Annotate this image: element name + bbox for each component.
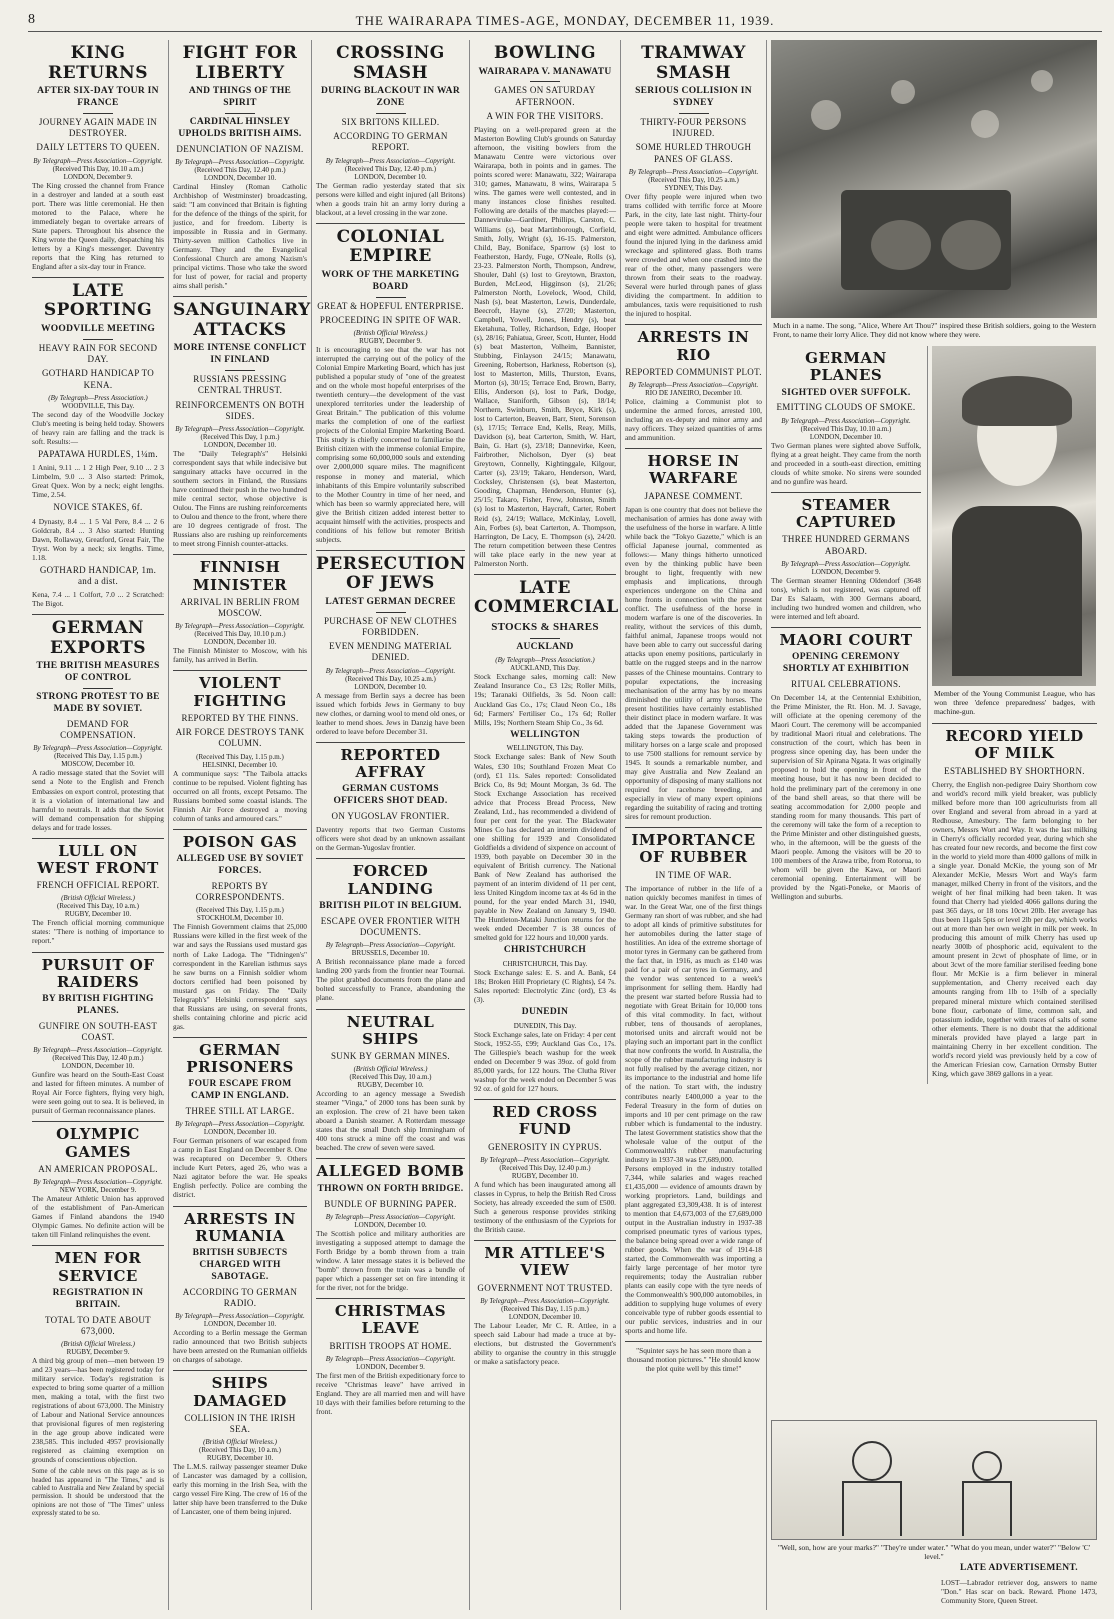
headline: MEN FOR SERVICE — [54, 1249, 142, 1285]
article-body: The French official morning communique states: "There is nothing of importance to report." — [32, 918, 164, 946]
headline: SANGUINARY ATTACKS — [173, 300, 311, 340]
article-persecution-of-jews — [316, 555, 465, 736]
dateline: WOODVILLE, This Day. — [61, 401, 135, 410]
headline: LULL ON WEST FRONT — [37, 841, 159, 877]
headline: MAORI COURT — [779, 630, 913, 649]
headline: ALLEGED BOMB — [316, 1162, 465, 1181]
article-sanguinary-attacks — [173, 300, 311, 549]
subheading: ARRIVAL IN BERLIN FROM MOSCOW. — [180, 596, 300, 619]
headline: VIOLENT FIGHTING — [193, 674, 287, 710]
dateline: LONDON, December 10. — [61, 1062, 135, 1071]
article-german-prisoners — [173, 1042, 307, 1200]
subheading: DEMAND FOR COMPENSATION. — [60, 718, 136, 741]
headline: LATE SPORTING — [43, 280, 153, 321]
dateline: RIO DE JANEIRO, December 10. — [645, 389, 742, 398]
article-horse-in-warfare — [625, 453, 762, 821]
article-body: Police, claiming a Communist plot to undermine the armed forces, arrested 100, including an ex-deputy and minor army and navy officers. They seized quantities of arms and ammunition. — [625, 397, 762, 443]
headline: CROSSING SMASH — [336, 43, 445, 83]
article-red-cross-fund — [474, 1104, 616, 1234]
subheading: GENEROSITY IN CYPRUS. — [488, 1141, 602, 1152]
article-body: A fund which has been inaugurated among all classes in Cyprus, to help the British Red Cross Society, has already exceeded the sum of £500. Such a generous response provides striking testimony of the enthusiasm of the Cypriots for the British cause. — [474, 1179, 616, 1235]
headline: IMPORTANCE OF RUBBER — [631, 831, 756, 867]
article-body: A British reconnaissance plane made a forced landing 200 yards from the frontier near Tournai. The pilot grabbed documents from the plane and bolted successfully to France, abandoning the plane. — [316, 957, 465, 1003]
subheading: REGISTRATION IN BRITAIN. — [52, 1287, 144, 1310]
dateline: RUGBY, December 9. — [66, 1348, 130, 1357]
race-results: 1 Anini, 9.11 ... 1 2 High Peer, 9.10 ... 2 3 Limbelm, 9.0 ... 3 Also started: Primok, Great Quex. Won by a neck; eight lengths. Time, 2.54. — [32, 463, 164, 500]
dateline: DUNEDIN, This Day. — [513, 1022, 577, 1031]
dateline: RUGBY, December 10. — [206, 1454, 274, 1463]
article-attlee-view — [474, 1245, 616, 1366]
headline: BOWLING — [493, 43, 597, 63]
masthead — [28, 10, 1102, 32]
received: (Received This Day, 12.40 p.m.) — [52, 1054, 144, 1063]
article-king-returns — [32, 44, 164, 271]
column-2 — [168, 40, 311, 1610]
received: (Received This Day, 1.15 p.m.) — [501, 1304, 589, 1313]
subheading: THIRTY-FOUR PERSONS INJURED. — [640, 116, 747, 139]
photo-soldiers-lorry — [771, 40, 1097, 318]
article-body: The Finnish Government claims that 25,000 Russians were killed in the first week of the war and says the Russians used mustard gas north of Lake Ladoga. The "Tidningen's" correspondent in the Karelian isthmus says he saw burns on a Finnish soldier whom doctors certified had been poisoned by mustard gas on Friday. The "Daily Telegraph's" Helsinki correspondent says that Russians are using, on several fronts, shells containing chlorine and picric acid gas. — [173, 922, 307, 1031]
subheading: DAILY LETTERS TO QUEEN. — [36, 142, 160, 153]
headline: CHRISTMAS LEAVE — [334, 1302, 447, 1338]
cartoon — [771, 1420, 1097, 1540]
article-body: The "Daily Telegraph's" Helsinki correspondent says that while indecisive but sanguinary attacks have occurred in the southern sectors in Finland, the Russians have continued their push in the two hundred mile central sector, whose objective is Oulou. The Finns are rushing reinforcements to Oulou and thence to the front, where there are 10 degrees centigrade of frost. The Russians also are rushing up reinforcements to meet strong Finnish counter-attacks. — [173, 449, 307, 549]
headline: GERMAN EXPORTS — [50, 618, 146, 658]
dateline: RUGBY, December 10. — [64, 910, 132, 919]
headline: MR ATTLEE'S VIEW — [484, 1244, 606, 1280]
subheading: SIX BRITONS KILLED. — [341, 116, 440, 127]
photo-caption: Member of the Young Communist League, who has won three 'defence preparedness' badges, with machine-gun. — [934, 689, 1095, 716]
article-body: Two German planes were sighted above Suffolk, flying at a great height. They came from the north and proceeded in a south-east direction, emitting clouds of white smoke. No sirens were sounded and no gunfire was heard. — [771, 440, 921, 486]
article-body: The second day of the Woodville Jockey Club's meeting is being held today. Showers of heavy rain are falling and the track is soft. Results:— — [32, 409, 164, 446]
headline: FIGHT FOR LIBERTY — [182, 43, 298, 83]
article-arrests-rumania — [173, 1211, 307, 1365]
subheading: THROWN ON FORTH BRIDGE. — [317, 1183, 464, 1194]
headline: SHIPS DAMAGED — [193, 1374, 287, 1410]
received: (Received This Day, 10.25 a.m.) — [648, 175, 739, 184]
article-fight-for-liberty — [173, 44, 307, 290]
article-body: The Scottish police and military authorities are investigating a supposed attempt to damage the Forth Bridge by a bomb thrown from a train window. A later message states it is believed the "bomb" thrown from the train was a bundle of paper which a passenger set on fire intending it for the river, not for the bridge. — [316, 1228, 465, 1293]
subheading: ESCAPE OVER FRONTIER WITH DOCUMENTS. — [320, 915, 461, 938]
dateline: LONDON, December 10. — [354, 172, 427, 181]
headline: GERMAN PLANES — [805, 349, 887, 385]
subheading: THREE HUNDRED GERMANS ABOARD. — [782, 534, 910, 556]
article-record-yield-of-milk — [932, 728, 1097, 1078]
subheading: BY BRITISH FIGHTING PLANES. — [42, 994, 154, 1016]
received: (Received This Day, 1.15 p.m.) — [196, 906, 284, 915]
headline: RECORD YIELD OF MILK — [945, 727, 1084, 763]
section-dunedin: DUNEDIN — [521, 1007, 569, 1018]
subheading: EMITTING CLOUDS OF SMOKE. — [776, 402, 916, 413]
article-german-planes — [771, 350, 921, 486]
dateline: LONDON, December 10. — [203, 1128, 277, 1137]
subheading: ALLEGED USE BY SOVIET FORCES. — [176, 854, 304, 877]
subheading: RUSSIANS PRESSING CENTRAL THRUST. — [193, 374, 287, 396]
article-colonial-empire — [316, 228, 465, 544]
received: (Received This Day, 12.40 p.m.) — [499, 1163, 591, 1172]
headline: STEAMER CAPTURED — [795, 495, 896, 532]
dateline: BRUSSELS, December 10. — [351, 949, 430, 958]
subheading: THE BRITISH MEASURES OF CONTROL — [36, 661, 160, 684]
byline: By Telegraph—Press Association—Copyright. — [325, 1212, 456, 1221]
subheading: DENUNCIATION OF NAZISM. — [176, 143, 304, 154]
article-raiders — [32, 957, 164, 1116]
article-body: Daventry reports that two German Customs officers were shot dead by an unknown assailant on the German-Yugoslav frontier. — [316, 825, 465, 853]
article-body: On December 14, at the Centennial Exhibition, the Prime Minister, the Rt. Hon. M. J. Savage, will officiate at the opening ceremony of the Maori Court. The ceremony will be accompanied by traditional Maori ritual and celebrations. The construction of the court, which has been in progress since opening day, has been under the supervision of Sir Apirana Ngata. It was originally proposed to hold the opening in front of the meeting house, but it has now been decided to hold the preliminary part of the ceremony in one of the band shell areas, so that there will be seating accommodation for 2,000 people and standing room for many thousands. This part of the ceremony will take the form of a reception to the Prime Minister and other distinguished guests, who, in the afternoon, will be the guests of the Maori people. Among the visitors will be 20 to 100 members of the Arawa tribe, from Rotorua, to whom will be given the Kawa, or Maori ceremonial opening. Entertainment will be provided by the Ngati-Poneke, or Maoris of Wellington and suburbs. — [771, 693, 921, 901]
subheading: MORE INTENSE CONFLICT IN FINLAND — [173, 343, 307, 366]
subheading: COLLISION IN THE IRISH SEA. — [184, 1412, 296, 1434]
article-lull — [32, 843, 164, 946]
subheading: TOTAL TO DATE ABOUT 673,000. — [45, 1314, 151, 1336]
subheading: JOURNEY AGAIN MADE IN DESTROYER. — [38, 116, 158, 139]
received: (Received This Day, 10.10 a.m.) — [52, 164, 144, 173]
article-body: The Amateur Athletic Union has approved of the establishment of Pan-American Games if Finland abandons the 1940 Olympic Games. No definite action will be taken till Finland relinquishes the event. — [32, 1194, 164, 1240]
subheading: RITUAL CELEBRATIONS. — [791, 678, 901, 689]
article-body: Stock Exchange sales: Bank of New South Wales, £30 10s; Southland Frozen Meat Co (ord), £1 11s. Sales reported: Consolidated Brick Co, 8s 9d; Mount Morgan, 3s 6d. The Stock Exchange Association has received advice that Process Bread Process, New Zealand, Ltd., has recommended a dividend of four per cent for the year. The Blackwater Mines Co has declared an interim dividend of one shilling for 1939 and Consolidated Goldfields a dividend of sixpence on account of 1939, both payable on December 30 in the equivalent of British currency. The National Bank of New Zealand has authorised the payment of an interim dividend of 11 per cent, less United Kingdom income tax at 4s 6d in the pound, for the year ended March 31, 1940, payable in New Zealand on January 9, 1940. The Huntleton-Mataki Junction returns for the week ended December 7 is 38 ounces of smelted gold for 122 hours and 10,000 yards. — [474, 752, 616, 943]
subheading: GAMES ON SATURDAY AFTERNOON. — [494, 85, 596, 107]
article-german-exports — [32, 619, 164, 831]
article-ships-damaged — [173, 1375, 307, 1516]
article-body-continued: Persons employed in the industry totalled 7,344, while salaries and wages reached £1,435,000 — evidence of amounts drawn by working proprietors. Land, buildings and plant aggregated £3,309,438. It is of interest to mention that £4,673,003 of the £7,689,000 output in the Australian industry in 1937-38 comprised pneumatic tyres of various types, the balance being spread over a wide range of rubber goods. When the war of 1914-18 started, the Commonwealth was importing a fairly large percentage of her motor tyre requirements; today the Australian rubber plants can easily cope with the tyre needs of the Commonwealth's 900,000 automobiles, in addition to supplying huge volumes of every conceivable type of rubber goods essential to our public services, industries and in our sports and home life. — [625, 1163, 762, 1336]
subheading: GOTHARD HANDICAP TO KENA. — [41, 368, 155, 390]
byline: By Telegraph—Press Association—Copyright. — [628, 167, 759, 176]
subheading: CARDINAL HINSLEY UPHOLDS BRITISH AIMS. — [178, 116, 302, 139]
byline: (British Official Wireless.) — [61, 1340, 135, 1349]
race-results: Kena, 7.4 ... 1 Colfort, 7.0 ... 2 Scratched: The Bigot. — [32, 590, 164, 609]
article-body: Over fifty people were injured when two trams collided with terrific force at Moore Park, in the city, late last night. Thirty-four people were taken to hospital for treatment and eight were admitted. Ambulance officers found the injured lying in the darkness amid wreckage and splintered glass. Both trams were crowded and when one crashed into the rear of the other, many passengers were thrown from their seats to the roadway. Several were hurled through panes of glass dividing the compartment. In addition to ambulances, taxis were requisitioned to rush the injured to hospital. — [625, 191, 762, 319]
subheading: FOUR ESCAPE FROM CAMP IN ENGLAND. — [188, 1079, 292, 1102]
subheading: REINFORCEMENTS ON BOTH SIDES. — [175, 399, 305, 421]
section-christchurch: CHRISTCHURCH — [503, 945, 587, 956]
dateline: LONDON, December 10. — [354, 1220, 427, 1229]
article-steamer-captured — [771, 497, 921, 621]
byline: (British Official Wireless.) — [203, 1438, 277, 1447]
subheading: IN TIME OF WAR. — [655, 869, 732, 880]
byline: By Telegraph—Press Association—Copyright. — [325, 941, 456, 950]
article-body: A communique says: "The Taibola attacks continue to be repulsed. Violent fighting has occurred on all fronts, except Petsamo. The Russians bombed some coastal islands. The Finnish Air Force destroyed a moving column of tanks and armoured cars." — [173, 768, 307, 823]
subheading: BRITISH SUBJECTS CHARGED WITH SABOTAGE. — [192, 1248, 288, 1282]
subheading: GOVERNMENT NOT TRUSTED. — [477, 1282, 613, 1293]
byline: By Telegraph—Press Association—Copyright. — [175, 1120, 305, 1129]
race-results: 4 Dynasty, 8.4 ... 1 5 Val Pere, 8.4 ... 2 6 Goldcrab, 8.4 ... 3 Also started: Hunting Dawn, Rollaway, Greatford, Great Fair, The Tryst. Won by a neck; six lengths. Time, 1.18. — [32, 516, 164, 562]
subheading: PROCEEDING IN SPITE OF WAR. — [319, 314, 462, 325]
dateline: LONDON, December 9. — [811, 567, 881, 576]
subheading: GREAT & HOPEFUL ENTERPRISE. — [317, 300, 464, 311]
dateline: WELLINGTON, This Day. — [506, 744, 584, 753]
advertisement-body: LOST—Labrador retriever dog, answers to name "Don." Has scar on back. Reward. Phone 1473, Community Store, Queen Street. — [941, 1577, 1097, 1605]
article-christmas-leave — [316, 1303, 465, 1416]
byline: By Telegraph—Press Association—Copyright. — [325, 666, 456, 675]
subheading: SUNK BY GERMAN MINES. — [331, 1051, 450, 1061]
article-poison-gas — [173, 834, 307, 1031]
article-forced-landing — [316, 863, 465, 1002]
byline: By Telegraph—Press Association—Copyright. — [480, 1296, 610, 1305]
subheading: SERIOUS COLLISION IN SYDNEY — [635, 86, 752, 108]
byline: By Telegraph—Press Association—Copyright. — [33, 744, 163, 753]
article-body: The King crossed the channel from France in a destroyer and landed at a south east port. There was little ceremonial. He then motored to the Palace, where he immediately began to overtake arrears of State papers. Throughout his absence the King wrote the Queen daily, despatching his letters by a King's messenger. Daventry reports that the King has returned to England after a six-day tour in France. — [32, 180, 164, 271]
article-neutral-ships — [316, 1014, 465, 1153]
article-body: Four German prisoners of war escaped from a camp in East England on December 8. One was recaptured on December 9. Others include Kurt Peters, aged 26, who was a Nazi agitator before the war. He speaks English perfectly. Police are combing the district. — [173, 1136, 307, 1200]
byline: By Telegraph—Press Association—Copyright. — [628, 381, 759, 390]
dateline: NEW YORK, December 9. — [59, 1186, 137, 1195]
received: (Received This Day, 10 a.m.) — [349, 1073, 432, 1082]
headline: LATE COMMERCIAL — [474, 577, 619, 618]
copyright-note: Some of the cable news on this page as is so headed has appeared in "The Times," and is cabled to Australia and New Zealand by special permission. It should be understood that the opinions are not those of "The Times" unless expressly stated to be so. — [32, 1468, 164, 1517]
byline: By Telegraph—Press Association—Copyright. — [325, 1354, 456, 1363]
subheading: HEAVY RAIN FOR SECOND DAY. — [38, 342, 158, 365]
headline: GERMAN PRISONERS — [186, 1040, 294, 1077]
article-body: Playing on a well-prepared green at the Masterton Bowling Club's grounds on Saturday afternoon, the visiting bowlers from the Manawatu Centre were victorious over Wairarapa, both in points and in games. The points scored were: Manawatu, 322; Wairarapa 310; games, Manawatu, 8 wins, Wairarapa 5 wins. The games were well contested, and in many instances close finishes resulted. Following are details of the matches played:—Danneviruke—Gardiner, Phillips, Carston, C. Williams (s), beat Martinborough, Corfield, Smith, Jolly, Wright (s), 16-15. Palmerston, Child, Bay, Boniface, Sparrow (s) lost to Featherston, Hardy, Fuge, O'Neale, Rolls (s), 23-23. Palmerston North, Thompson, Andrew, Shouler, Dahl (s) lost to Greytown, Braxton, Burden, McLeod, Higginson (s), 21/26; Palmerston North, Lovelock, Wood, Child, Nash (s), beat Masterton, Lewis, Dunderdale, Beecroft, Hayne (s), 27/20; Masterton, Campbell, Yowell, Jones, Hendry (s), beat Eketahuna, Tolley, Richardson, Edge, Hooper (s), 28/16; Pahiatua, Greer, Scott, Hunter, Hodd (s) beat Masterton, Volheim, Bannister, Stubbing, Finlayson 24/15; Manawatu, Greening, Robertson, Harkness, Robertson (s), lost to Masterton, Mills, Thurston, Evans, Morton (s), 30/15; Terrace End, Brown, Barry, Ellis, Anderson (s), lost to Park, Dodge, Wallace, Staniforth, Gibson (s), 18/14; Northern, Swinburn, Smith, Bryce, Kirk (s), lost to Carterton, Beaven, Barr, Stent, Sorenson (s), 17/15; Terrace End, Kells, Reay, Mills, Davidson (s), beat Carterton, Smith, W. Hart, Bain, G. Hart (s), 23/18; Dannevirke, Keen, Fairbrother, Nicholson, Dyer (s) beat Greytown, Connelly, Kightinggale, Kilgour, Carter (s), 23/19; Takaro, Henderson, Ward, Cocksley, Christensen (s), beat Masterton, Gooding, Chapman, Henderson, Hunter (s), 25/15; Takaro, Fisher, Frew, Johnston, Smith (s) lost to Masterton, Haycraft, Carter, Robert Reid (s), 24/19; Wallace, McKinlay, Lovell, Ain, Forbes (s), beat Carterton, A. Thompson, Harrington, De Lacy, E. Thompson (s), 24/20. The return competition between these Centres will take place early in the new year at Palmerston North. — [474, 125, 616, 568]
byline: By Telegraph—Press Association—Copyright. — [175, 622, 305, 631]
article-body: Cardinal Hinsley (Roman Catholic Archbishop of Westminster) broadcasting, said: "I am convinced that Britain is fighting for the defence of the things of the spirit, for justice, and for freedom. Liberty is impossible in Russia and in Germany. Thirty-seven million Catholics live in Germany. They and the Evangelical Confessional Church are among Nazism's principal victims. Those who take the sword for lust of power, for racial and property aims shall perish." — [173, 181, 307, 291]
article-finnish-minister — [173, 559, 307, 664]
joke: "Squinter says he has seen more than a thousand motion pictures." "He should know the plot quite well by this time!" — [627, 1346, 760, 1374]
dateline: LONDON, December 10. — [809, 432, 883, 441]
article-late-commercial — [474, 577, 619, 1094]
received: (Received This Day, 10 a.m.) — [56, 902, 140, 911]
article-body: According to an agency message a Swedish steamer "Vinga," of 2000 tons has been sunk by an explosion. The crew of 21 have been taken aboard a Danish steamer. A Rotterdam message states that the small Dutch ship Immingham of 400 tons struck a mine off the coast and was beached. The crew of seven were saved. — [316, 1089, 465, 1153]
subheading: SIGHTED OVER SUFFOLK. — [781, 387, 911, 398]
subheading: OPENING CEREMONY SHORTLY AT EXHIBITION — [782, 652, 910, 675]
race-title: PAPATAWA HURDLES, 1¼m. — [38, 449, 158, 459]
article-body: The Finnish Minister to Moscow, with his family, has arrived in Berlin. — [173, 646, 307, 665]
subheading: ON YUGOSLAV FRONTIER. — [331, 811, 450, 822]
dateline: RUGBY, December 9. — [359, 337, 422, 346]
article-late-sporting — [32, 282, 164, 608]
subheading: DURING BLACKOUT IN WAR ZONE — [320, 86, 460, 108]
received: (Received This Day, 12.40 p.m.) — [344, 164, 437, 173]
column-6 — [766, 40, 1102, 1610]
received: (Received This Day, 12.40 p.m.) — [194, 165, 286, 174]
subheading: AIR FORCE DESTROYS TANK COLUMN. — [175, 727, 305, 749]
dateline: LONDON, December 10. — [203, 638, 277, 647]
received: (Received This Day, 10.10 a.m.) — [800, 424, 892, 433]
headline: RED CROSS FUND — [492, 1103, 598, 1139]
article-body: A radio message stated that the Soviet will send a Note to the English and French Embassies on export control, protesting that it is a violation of international law and harmful to neutrals. It adds that the Soviet will demand compensation for shipping delays and for trade losses. — [32, 768, 164, 832]
subheading: STRONG PROTEST TO BE MADE BY SOVIET. — [36, 692, 160, 715]
received: (Received This Day, 1.15 p.m.) — [196, 752, 284, 761]
received: (Received This Day, 10.25 a.m.) — [345, 674, 436, 683]
byline: By Telegraph—Press Association—Copyright. — [781, 416, 911, 425]
article-body: Stock Exchange sales, morning call: New Zealand Insurance Co., £3 12s; Roller Mills, 19s; Taranaki Oilfields, 3s 5d. Noon call: Auckland Gas Co., 17s; Claud Neon Co., 18s 6d; Farmers' Fertiliser Co., 17s 6d; Roller Mills, 19s; Northern Steam Ship Co., 3s 6d. — [474, 672, 616, 727]
byline: (British Official Wireless.) — [61, 894, 135, 903]
article-body: A message from Berlin says a decree has been issued which forbids Jews in Germany to buy new clothes, or darning wool to mend old ones, or leather to mend shoes. Jews in Danzig have been ordered to leave before December 31. — [316, 690, 465, 736]
dateline: AUCKLAND, This Day. — [510, 664, 580, 673]
subheading: BRITISH TROOPS AT HOME. — [329, 1340, 452, 1351]
newspaper-title: THE WAIRARAPA TIMES-AGE, MONDAY, DECEMBER 11, 1939. — [355, 12, 775, 28]
subheading: WORK OF THE MARKETING BOARD — [321, 269, 460, 292]
received: (Received This Day, 10 a.m.) — [198, 1446, 282, 1455]
headline: ARRESTS IN RUMANIA — [184, 1209, 296, 1245]
page-number: 8 — [28, 12, 35, 27]
byline: By Telegraph—Press Association—Copyright. — [33, 156, 163, 165]
headline: ARRESTS IN RIO — [637, 328, 750, 364]
subheading: A WIN FOR THE VISITORS. — [486, 110, 604, 121]
subheading: SOME HURLED THROUGH PANES OF GLASS. — [635, 142, 752, 164]
subheading: AN AMERICAN PROPOSAL. — [38, 1163, 158, 1174]
headline: HORSE IN WARFARE — [647, 452, 740, 488]
subheading: STOCKS & SHARES — [491, 620, 599, 633]
subheading: REPORTED COMMUNIST PLOT. — [625, 366, 762, 377]
article-body: The Labour Leader, Mr C. R. Attlee, in a speech said Labour had made a truce at by-elections, but distrusted the Government's ability to organise the country in this struggle or make a satisfactory peace. — [474, 1320, 616, 1367]
article-arrests-rio — [625, 329, 762, 442]
article-violent-fighting — [173, 675, 307, 822]
column-1 — [28, 40, 168, 1610]
dateline: RUGBY, December 10. — [357, 1081, 424, 1090]
section-auckland: AUCKLAND — [516, 641, 574, 652]
race-title: GOTHARD HANDICAP, 1m. and a dist. — [39, 564, 157, 587]
subheading: ACCORDING TO GERMAN REPORT. — [333, 131, 448, 153]
article-body: The German radio yesterday stated that six persons were killed and eight injured (all Britons) when a goods train hit an army lorry during a blackout, at a level crossing in the war zone. — [316, 180, 465, 217]
article-body: The German steamer Henning Oldendorf (3648 tons), which is not registered, was captured off Dar Es Salaam, with 300 Germans aboard, including two hundred women and children, who were interned and left aboard. — [771, 575, 921, 621]
article-crossing-smash — [316, 44, 465, 217]
article-body: A third big group of men—men between 19 and 23 years—has been registered today for military service. Today's registration is expected to bring some quarter of a million men, making a total, with the first two registrations of about 673,000. The Ministry of Labour and National Service announces that provisional figures of men registering in the age group above indicated were 238,585. This included 4957 provisionally registered as claiming exemption on grounds of conscientious objection. — [32, 1356, 164, 1465]
subheading: JAPANESE COMMENT. — [644, 490, 743, 501]
subheading: GERMAN CUSTOMS OFFICERS SHOT DEAD. — [333, 784, 448, 807]
subheading: PURCHASE OF NEW CLOTHES FORBIDDEN. — [324, 615, 457, 637]
received: (Received This Day, 1.15 p.m.) — [54, 752, 142, 761]
article-men-for-service — [32, 1250, 164, 1518]
byline: By Telegraph—Press Association—Copyright. — [33, 1178, 163, 1187]
dateline: LONDON, December 10. — [203, 441, 277, 450]
subheading: BUNDLE OF BURNING PAPER. — [324, 1198, 457, 1209]
dateline: SYDNEY, This Day. — [664, 183, 723, 192]
dateline: CHRISTCHURCH, This Day. — [502, 960, 588, 969]
byline: By Telegraph—Press Association—Copyright. — [175, 425, 305, 434]
byline: By Telegraph—Press Association—Copyright. — [480, 1155, 610, 1164]
column-4 — [469, 40, 620, 1610]
headline: PERSECUTION OF JEWS — [316, 553, 466, 594]
subheading: WAIRARAPA V. MANAWATU — [478, 66, 612, 77]
subheading: ESTABLISHED BY SHORTHORN. — [944, 765, 1085, 776]
dateline: LONDON, December 10. — [203, 1320, 277, 1329]
race-title: NOVICE STAKES, 6f. — [53, 502, 143, 513]
article-body: Japan is one country that does not believe the mechanisation of armies has done away with the usefulness of the horse in warfare. A little while back the "Tokyo Gazette," which is an official Japanese journal, commented as follows:— Many things hitherto unnoticed even by the thinking public have been brought to light, frequently with new emphasis and implications, through experiences undergone on the China and home fronts in connection with the present conflict. The usefulness of the horse in modern warfare is one of the discoveries. In reality, without the services of this dumb, faithful animal, Japanese troops would not have been able to carry out successful daring attacks upon enemy positions, particularly in battle on the rugged steeps and in the narrow passes of the Chinese mountains. Contrary to popular expectations, the increasing mechanisation of the army has by no means diminished the utility of army horses. The present hostilities have certainly established their distinct place in modern warfare. It was added that the Japanese Government was taking steps towards the production of military horses on a large scale and proposed to use 7500 stallions for remount service by 1945. It sounds a remarkable number, and may give Australia and New Zealand an opportunity of disposing of many stallions not required for racehorse breeding, and especially in view of many expert opinions regarding the suitability of racing and trotting sires for remount production. — [625, 504, 762, 821]
dateline: LONDON, December 9. — [356, 1362, 425, 1371]
dateline: HELSINKI, December 10. — [202, 760, 278, 769]
received: (Received This Day, 1 p.m.) — [200, 433, 280, 442]
dateline: LONDON, December 9. — [63, 172, 133, 181]
dateline: LONDON, December 10. — [508, 1312, 582, 1321]
subheading: ACCORDING TO GERMAN RADIO. — [182, 1286, 298, 1308]
headline: COLONIAL EMPIRE — [336, 226, 445, 267]
headline: FINNISH MINISTER — [192, 558, 288, 594]
byline: By Telegraph—Press Association—Copyright. — [33, 1046, 163, 1055]
photo-caption: Much in a name. The song, "Alice, Where Art Thou?" inspired these British soldiers, going to the Western Front, to name their lorry Alice. They did not know where they were. — [773, 321, 1096, 339]
article-body: Gunfire was heard on the South-East Coast and lasted for fifteen minutes. A number of Royal Air Force fighters, flying very high, were seen going out to sea. It is believed, in pursuit of German reconnaissance planes. — [32, 1070, 164, 1116]
article-importance-of-rubber — [625, 832, 762, 1335]
article-body: The first men of the British expeditionary force to receive "Christmas leave" have arrived in England. They are all married men and will have 10 days with their families before returning to the front. — [316, 1370, 465, 1416]
column-3 — [311, 40, 469, 1610]
byline: (By Telegraph—Press Association.) — [48, 393, 148, 402]
subheading: AND THINGS OF THE SPIRIT — [188, 86, 292, 108]
article-body: Stock Exchange sales: E. S. and A. Bank, £4 18s; Broken Hill Proprietary (C Rights), £4 7s. Sales reported: Electrolytic Zinc (ord), £3 4s (3). — [474, 968, 616, 1005]
headline: FORCED LANDING — [347, 862, 434, 898]
byline: By Telegraph—Press Association—Copyright. — [781, 559, 911, 568]
byline: By Telegraph—Press Association—Copyright. — [175, 1312, 305, 1321]
byline: (British Official Wireless.) — [353, 1065, 428, 1074]
headline: KING RETURNS — [47, 43, 148, 83]
article-body: It is encouraging to see that the war has not interrupted the carrying out of the policy of the Colonial Empire Marketing Board, which has just published a popular study of "one of the greatest and on the whole most hopeful enterprises of the twentieth century—the development of the vast unexplored territories under the leadership of Great Britain." The publication of this volume marks the completion of one of the earliest projects of the Colonial Empire Marketing Board. This study is chiefly concerned to familiarise the British citizen with the immense colonial Empire, comprising some 60,000,000 souls and extending over 2,000,000 square miles. The magnificent response in money and material, which inhabitants of this Empire voluntarily subscribed to the Mother Country in time of her need, and which has been so warmly appreciated here, will give the British citizen added interest better to acquaint himself with the activities, prospects and conditions of his fellow but remoter British subjects. — [316, 345, 465, 544]
subheading: EVEN MENDING MATERIAL DENIED. — [329, 641, 452, 663]
columns — [28, 40, 1102, 1610]
subheading: THREE STILL AT LARGE. — [185, 1106, 295, 1117]
subheading: GUNFIRE ON SOUTH-EAST COAST. — [38, 1020, 158, 1042]
article-body: The L.M.S. railway passenger steamer Duke of Lancaster was damaged by a collision, early this morning in the Irish Sea, with the cargo vessel Fire King. The crew of 16 of the latter ship have been transferred to the Duke of Lancaster, one of them being injured. — [173, 1462, 307, 1517]
section-wellington: WELLINGTON — [510, 729, 580, 740]
column-5 — [620, 40, 766, 1610]
dateline: LONDON, December 10. — [354, 682, 427, 691]
headline: OLYMPIC GAMES — [56, 1125, 140, 1161]
article-reported-affray — [316, 747, 465, 853]
dateline: LONDON, December 10. — [203, 173, 277, 182]
byline: By Telegraph—Press Association—Copyright. — [175, 157, 305, 166]
headline: REPORTED AFFRAY — [340, 745, 441, 782]
article-bowling — [474, 44, 616, 568]
dateline: RUGBY, December 10. — [511, 1171, 579, 1180]
subheading: LATEST GERMAN DECREE — [325, 596, 456, 607]
dateline: STOCKHOLM, December 10. — [196, 914, 284, 923]
byline: (British Official Wireless.) — [353, 329, 428, 338]
byline: By Telegraph—Press Association—Copyright. — [325, 156, 456, 165]
headline: TRAMWAY SMASH — [641, 43, 746, 83]
subheading: AFTER SIX-DAY TOUR IN FRANCE — [37, 86, 159, 108]
article-alleged-bomb — [316, 1163, 465, 1292]
headline: NEUTRAL SHIPS — [346, 1012, 435, 1048]
article-body: Cherry, the English non-pedigree Dairy Shorthorn cow and world's record milk yield breaker, was publicly milked before more than 100 agriculturists from all over England and several from abroad in a yard at Redhouse, Amesbury. The farm belonging to her owners, Messrs Wort and Way. It was the last milking in Cherry's officially recorded year, during which she has created four new records, and become the first cow in the world to yield more than 4000 gallons of milk in a single year. Donald McKie, the young son of Mr Alexander McKie, Messrs Wort and Way's farm manager, milked Cherry in front of the visitors, and the weight of her final milking had been taken. It was found that Cherry had yielded 4066 gallons during the past 365 days, or 18 tons 10cwt 20lb. Her average has thus been 11gals 5pts or level 2lb per day, which works out at more than her own weight in milk per week. In producing this amount of milk Cherry has used up nearly 300lb of phosphoric acid, equivalent to the amount present in 2cwt of phosphate of lime, or in about 3cwt of the more familiar sterilised feeding bone flour. Mr McKie is a firm believer in mineral supplementation, and Cherry received each day amounts ranging from 1lb to 1½lb of a specially prepared mineral mixture which contained sterilised bone flour, carbonate of lime, common salt, and potassium iodide, together with traces of salts of some other elements. There is no doubt that the additional minerals provided have played a large part in maintaining Cherry in her excellent condition. The world's record yield was previously held by a cow of the American Friesian cow, Carnation Ormsby Butter King, which gave 3869 gallons in a year. — [932, 779, 1097, 1078]
headline: POISON GAS — [182, 832, 298, 851]
subheading: FRENCH OFFICIAL REPORT. — [36, 880, 160, 891]
dateline: MOSCOW, December 10. — [61, 760, 135, 769]
byline: (By Telegraph—Press Association.) — [495, 656, 595, 665]
cartoon-caption: "Well, son, how are your marks?" "They're under water." "What do you mean, under water?" "Below 'C' level." — [777, 1543, 1091, 1561]
headline: PURSUIT OF RAIDERS — [41, 955, 155, 991]
subheading: REPORTS BY CORRESPONDENTS. — [195, 880, 285, 903]
article-tramway-smash — [625, 44, 762, 318]
article-olympic — [32, 1126, 164, 1239]
article-body: The importance of rubber in the life of a nation quickly becomes manifest in times of war. In the Great War, one of the first things Germany ran short of was rubber, and she had to adopt all kinds of primitive substitutes for her automobiles during the latter stage of hostilities. An idea of the extreme shortage of motor tyres in Germany can be gathered from the fact that, in 1916, as much as £140 was paid for a pair of car tyres in Germany, and the vendor was sentenced to a week's imprisonment for selling them. Hardly had the present war started before Russia had to negotiate with Great Britain for 10,000 tons of this vital commodity. In fact, without rubber, tens of thousands of aeroplanes, motorised units and aircraft would not be playing such an important part in the conflict that now confronts the world. In Australia, the scope of the rubber manufacturing industry is not fully realised by the average citizen, nor its importance to the industrial and home life of the nation. To start with, the industry contributes nearly £400,000 a year to the Federal Treasury in the form of duties on imports and 10 per cent primage on the raw rubber which is fundamental to the industry. The latest Government statistics show that the wholesale value of the output of the Commonwealth's rubber manufacturing industry in 1937-38 was £7,689,000. — [625, 883, 762, 1164]
article-maori-court — [771, 632, 921, 901]
subheading: WOODVILLE MEETING — [40, 324, 156, 334]
subheading: BRITISH PILOT IN BELGIUM. — [319, 900, 462, 911]
article-body: According to a Berlin message the German radio announced that two British subjects have been arrested on the Rumanian oilfields on charges of sabotage. — [173, 1328, 307, 1365]
received: (Received This Day, 10.10 p.m.) — [194, 630, 286, 639]
article-body: Stock Exchange sales, late on Friday: 4 per cent Stock, 1952-55, £99; Auckland Gas Co., 17s. The Gillespie's beach washup for the week ended on December 9 was 39oz. of gold from 85,000 yards, for 122 hours. The Clutha River washup for the week ended on December 5 was 92 oz. of gold for 127 hours. — [474, 1030, 616, 1094]
photo-young-communist — [932, 346, 1096, 686]
advertisement-heading: LATE ADVERTISEMENT. — [960, 1563, 1078, 1573]
subheading: REPORTED BY THE FINNS. — [181, 712, 299, 723]
